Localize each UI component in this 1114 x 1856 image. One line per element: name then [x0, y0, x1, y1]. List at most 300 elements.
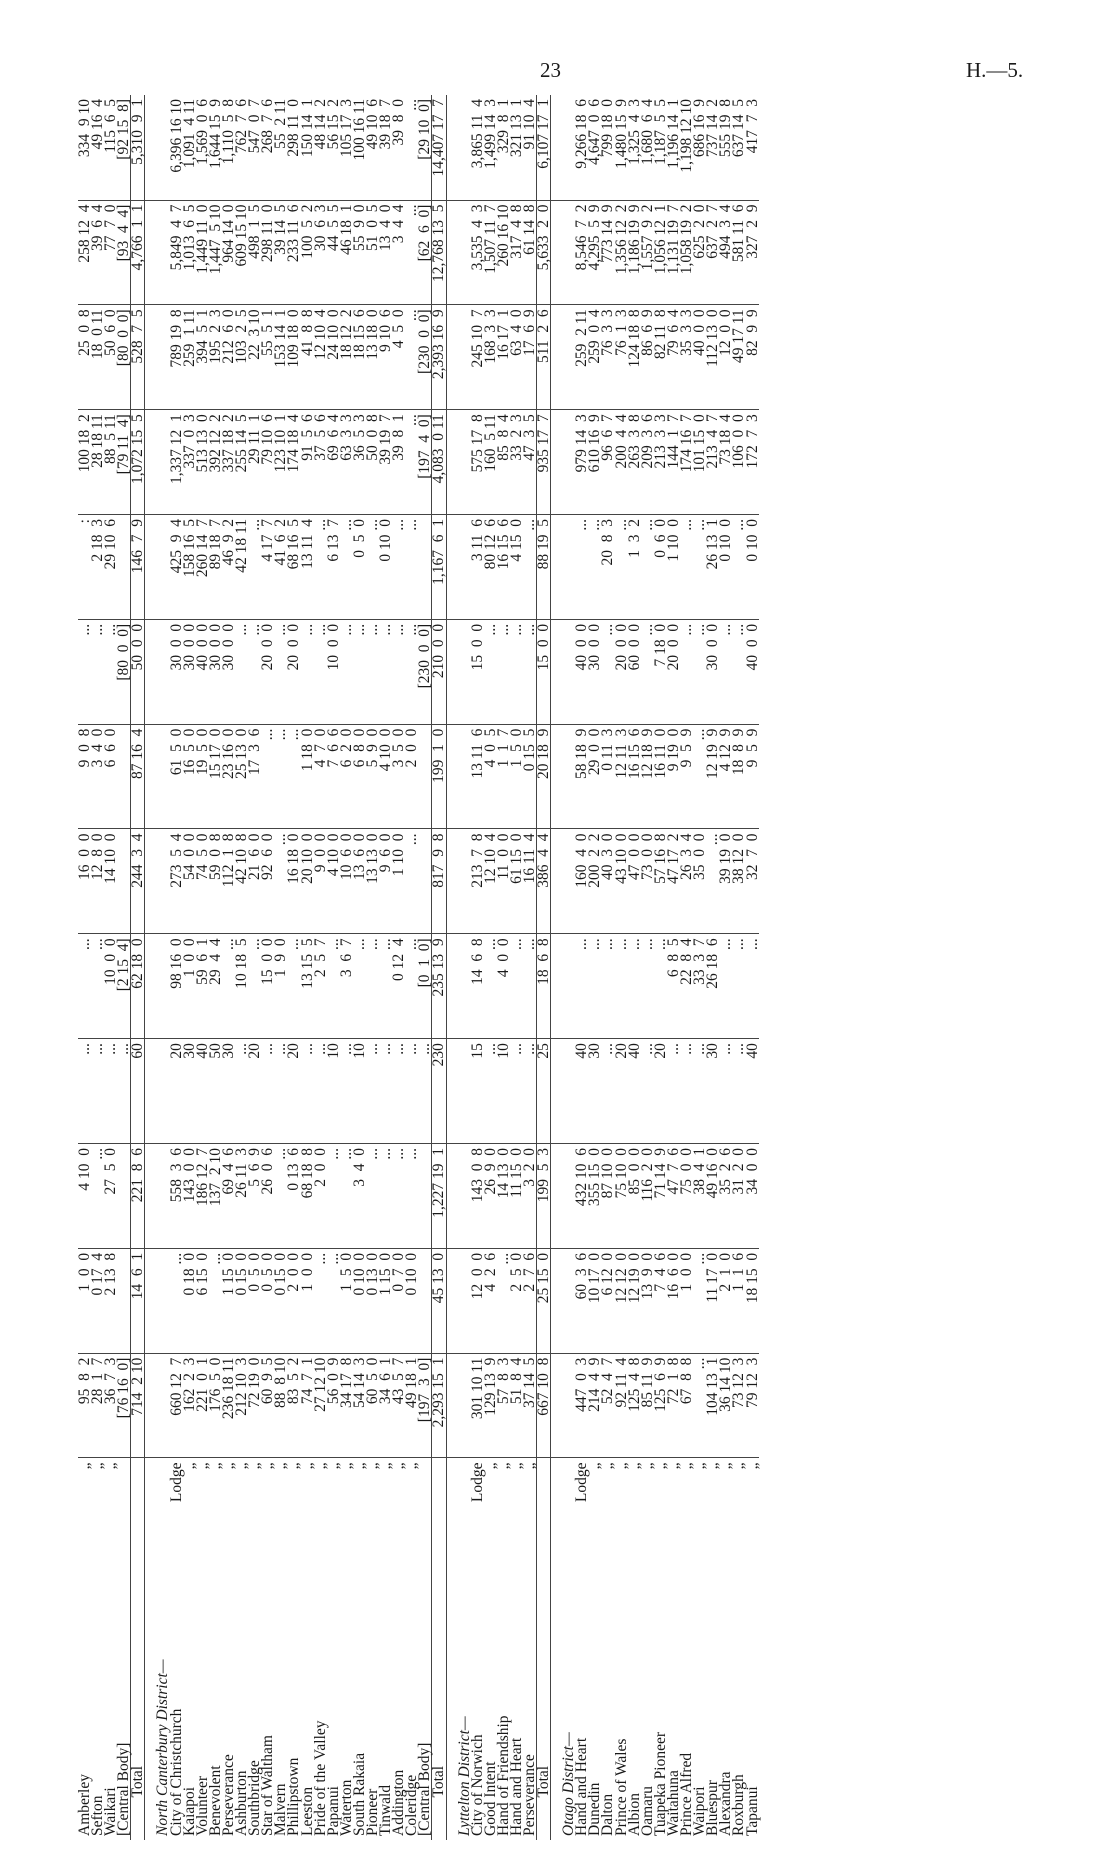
- amount-cell: 6,107 17 1: [537, 95, 551, 200]
- amount-cell: 11 15 0: [510, 1143, 523, 1248]
- row-label: [350, 1458, 368, 1840]
- amount-cell: [446, 95, 458, 200]
- amount-cell: 6,396 16 10: [170, 95, 183, 200]
- amount-cell: 317 4 8: [510, 200, 523, 305]
- amount-cell: 17 3 6: [248, 724, 261, 829]
- amount-cell: 13 15 5: [301, 934, 314, 1039]
- amount-cell: ...: [379, 934, 392, 1039]
- amount-cell: [551, 515, 563, 620]
- lodge-ditto-mark: „: [76, 1462, 93, 1470]
- row-label: [78, 1458, 91, 1840]
- amount-cell: 12 19 9: [706, 724, 719, 829]
- amount-cell: 8,546 7 2: [575, 200, 588, 305]
- amount-cell: 5,633 2 0: [537, 200, 551, 305]
- amount-cell: 298 11 0: [287, 95, 300, 200]
- amount-cell: 5 6 9: [248, 1143, 261, 1248]
- lodge-ditto-mark: „: [206, 1462, 224, 1470]
- amount-cell: 82 9 9: [746, 305, 759, 410]
- amount-cell: 259 2 11: [575, 305, 588, 410]
- amount-cell: 714 2 10: [131, 1353, 145, 1458]
- amount-cell: 4 12 9: [719, 724, 732, 829]
- amount-cell: 38 12 0: [732, 829, 745, 934]
- amount-cell: 9 10 6: [379, 305, 392, 410]
- amount-cell: ...: [366, 619, 379, 724]
- amount-cell: 35 3 3: [680, 305, 693, 410]
- amount-cell: 4,083 0 11: [432, 410, 446, 515]
- amount-cell: [446, 1143, 458, 1248]
- amount-cell: 60 5 0: [366, 1353, 379, 1458]
- amount-cell: [145, 934, 157, 1039]
- amount-cell: ...: [379, 1143, 392, 1248]
- amount-cell: 16 11 4: [523, 829, 537, 934]
- amount-cell: 394 5 1: [196, 305, 209, 410]
- amount-cell: [551, 1248, 563, 1353]
- amount-cell: 979 14 3: [575, 410, 588, 515]
- amount-cell: 0 5 0: [261, 1248, 274, 1353]
- amount-cell: 212 10 3: [235, 1353, 248, 1458]
- amount-cell: 4 2 6: [484, 1248, 497, 1353]
- amount-cell: 737 14 2: [706, 95, 719, 200]
- lodge-ditto-mark: „: [638, 1462, 656, 1470]
- amount-cell: 1,557 9 2: [641, 200, 654, 305]
- amount-cell: 17 6 9: [523, 305, 537, 410]
- amount-cell: 61 14 8: [523, 200, 537, 305]
- amount-cell: 60 3 6: [575, 1248, 588, 1353]
- amount-cell: 55 5 1: [261, 305, 274, 410]
- amount-cell: 260 16 10: [497, 200, 510, 305]
- lodge-ditto-mark: „: [363, 1462, 381, 1470]
- spacer-row: [145, 95, 157, 1840]
- amount-cell: 260 14 7: [196, 515, 209, 620]
- amount-cell: 73 18 4: [719, 410, 732, 515]
- amount-cell: 69 6 4: [327, 410, 340, 515]
- amount-cell: 1,187 5 5: [654, 95, 667, 200]
- amount-cell: 15: [471, 1039, 484, 1144]
- amount-cell: 56 0 9: [327, 1353, 340, 1458]
- amount-cell: 71 14 9: [654, 1143, 667, 1248]
- amount-cell: [145, 1143, 157, 1248]
- amount-cell: ...: [392, 619, 405, 724]
- amount-cell: 30: [706, 1039, 719, 1144]
- amount-cell: 50 0 8: [366, 410, 379, 515]
- amount-cell: 3 4 0: [91, 724, 104, 829]
- amount-cell: 355 15 0: [588, 1143, 601, 1248]
- amount-cell: ...: [732, 515, 745, 620]
- amount-cell: 27 12 10: [314, 1353, 327, 1458]
- amount-cell: 498 1 5: [248, 200, 261, 305]
- amount-cell: ...: [405, 200, 418, 305]
- amount-cell: 104 13 1: [706, 1353, 719, 1458]
- lodge-ditto-mark: „: [651, 1462, 669, 1470]
- amount-cell: ...: [484, 619, 497, 724]
- amount-cell: 40 0 0: [196, 619, 209, 724]
- amount-cell: ...: [405, 1039, 418, 1144]
- amount-cell: 75 10 0: [615, 1143, 628, 1248]
- amount-cell: 20: [615, 1039, 628, 1144]
- amount-cell: 85 11 9: [641, 1353, 654, 1458]
- lodge-name: Bluespur: [704, 1780, 722, 1836]
- amount-cell: 54 0 0: [183, 829, 196, 934]
- amount-cell: 26 0 6: [261, 1143, 274, 1248]
- amount-cell: 214 4 9: [588, 1353, 601, 1458]
- amount-cell: 3 11 6: [471, 515, 484, 620]
- amount-cell: [0 1 0]: [418, 934, 432, 1039]
- amount-cell: 86 6 9: [641, 305, 654, 410]
- amount-cell: ...: [287, 724, 300, 829]
- amount-cell: 18 12 2: [340, 305, 353, 410]
- amount-cell: 5,849 4 7: [170, 200, 183, 305]
- amount-cell: ...: [601, 1039, 614, 1144]
- amount-cell: 153 14 1: [274, 305, 287, 410]
- amount-cell: 13 6 0: [353, 829, 366, 934]
- district-heading: Otago District—: [560, 1732, 578, 1836]
- amount-cell: 6 12 0: [601, 1248, 614, 1353]
- amount-cell: 15 0 0: [261, 934, 274, 1039]
- lodge-name: Addington: [390, 1769, 408, 1836]
- amount-cell: 36 14 10: [719, 1353, 732, 1458]
- amount-cell: 18 8 9: [732, 724, 745, 829]
- amount-cell: 1 1 7: [497, 724, 510, 829]
- amount-cell: [551, 724, 563, 829]
- lodge-ditto-mark: „: [730, 1462, 748, 1470]
- amount-cell: ...: [719, 1039, 732, 1144]
- amount-cell: 0 10 0: [353, 1248, 366, 1353]
- amount-cell: 13 13 0: [366, 829, 379, 934]
- amount-cell: 329 8 1: [497, 95, 510, 200]
- amount-cell: 48 14 2: [314, 95, 327, 200]
- amount-cell: [446, 724, 458, 829]
- amount-cell: 1 10 0: [392, 829, 405, 934]
- amount-cell: 137 2 10: [209, 1143, 222, 1248]
- amount-cell: ...: [405, 95, 418, 200]
- amount-cell: [446, 1353, 458, 1458]
- amount-cell: ...: [340, 1143, 353, 1248]
- total-row: [537, 95, 551, 1840]
- amount-cell: 29 4 4: [209, 934, 222, 1039]
- amount-cell: [551, 829, 563, 934]
- amount-cell: 39 19 7: [379, 410, 392, 515]
- table-row: [588, 95, 601, 1840]
- amount-cell: 268 7 6: [261, 95, 274, 200]
- amount-cell: ...: [287, 934, 300, 1039]
- amount-cell: 160 5 11: [484, 410, 497, 515]
- amount-cell: 12 10 4: [314, 305, 327, 410]
- amount-cell: ...: [654, 934, 667, 1039]
- amount-cell: 35 2 6: [719, 1143, 732, 1248]
- amount-cell: 16 15 6: [497, 515, 510, 620]
- lodge-name: [Central Body]: [115, 1742, 133, 1836]
- amount-cell: 9 5 9: [680, 724, 693, 829]
- lodge-name: Kaiapoi: [180, 1786, 198, 1836]
- amount-cell: 150 14 1: [301, 95, 314, 200]
- amount-cell: 1 5 0: [340, 1248, 353, 1353]
- amount-cell: 1,058 19 2: [680, 200, 693, 305]
- lodge-ditto-mark: „: [272, 1462, 290, 1470]
- lodge-name: Tuapeka Pioneer: [651, 1731, 669, 1836]
- amount-cell: 40 0 0: [693, 305, 706, 410]
- amount-cell: 20 0 0: [615, 619, 628, 724]
- amount-cell: 1 15 0: [379, 1248, 392, 1353]
- amount-cell: 1 3 2: [628, 515, 641, 620]
- amount-cell: ...: [641, 619, 654, 724]
- lodge-name: Coleridge: [403, 1774, 421, 1836]
- amount-cell: 40: [196, 1039, 209, 1144]
- amount-cell: 494 3 4: [719, 200, 732, 305]
- amount-cell: [551, 1353, 563, 1458]
- lodge-name: Hand and Heart: [573, 1737, 591, 1836]
- amount-cell: 39 8 0: [392, 95, 405, 200]
- amount-cell: 112 1 8: [222, 829, 235, 934]
- amount-cell: ...: [510, 619, 523, 724]
- amount-cell: 55 9 0: [353, 200, 366, 305]
- amount-cell: ...: [392, 515, 405, 620]
- amount-cell: 176 5 0: [209, 1353, 222, 1458]
- amount-cell: 88 19 5: [537, 515, 551, 620]
- amount-cell: 14 10 0: [104, 829, 117, 934]
- amount-cell: ...: [497, 1248, 510, 1353]
- table-row: [746, 95, 759, 1840]
- amount-cell: 762 7 6: [235, 95, 248, 200]
- table-row: [601, 95, 614, 1840]
- amount-cell: ...: [588, 934, 601, 1039]
- lodge-name: Good Intent: [481, 1761, 499, 1836]
- amount-cell: [551, 95, 563, 200]
- amount-cell: 4,766 1 1: [131, 200, 145, 305]
- amount-cell: 10 17 0: [588, 1248, 601, 1353]
- amount-cell: 4 10 0: [379, 724, 392, 829]
- lodge-name: Waikari: [102, 1787, 120, 1836]
- amount-cell: ...: [405, 1143, 418, 1248]
- amount-cell: 29 0 0: [588, 724, 601, 829]
- amount-cell: 26 13 1: [706, 515, 719, 620]
- amount-cell: 79 12 3: [746, 1353, 759, 1458]
- lodge-name: Alexandra: [717, 1771, 735, 1836]
- amount-cell: 30 0 0: [222, 619, 235, 724]
- amount-cell: 1 1 6: [732, 1248, 745, 1353]
- amount-cell: 73 12 3: [732, 1353, 745, 1458]
- amount-cell: ...: [261, 1039, 274, 1144]
- amount-cell: 49 10 6: [366, 95, 379, 200]
- lodge-name: Waterton: [337, 1779, 355, 1836]
- amount-cell: 57 16 8: [654, 829, 667, 934]
- amount-cell: 20: [248, 1039, 261, 1144]
- amount-cell: [446, 829, 458, 934]
- lodge-ditto-mark: „: [324, 1462, 342, 1470]
- amount-cell: 4 0 0: [497, 934, 510, 1039]
- amount-cell: ...: [314, 1248, 327, 1353]
- amount-cell: ...: [353, 934, 366, 1039]
- amount-cell: 33 3 7: [693, 934, 706, 1039]
- amount-cell: 213 7 8: [471, 829, 484, 934]
- amount-cell: 2 18 3: [91, 515, 104, 620]
- amount-cell: 210 0 0: [432, 619, 446, 724]
- amount-cell: [230 0 0]: [418, 305, 432, 410]
- table-row: [392, 95, 405, 1840]
- amount-cell: 91 5 6: [301, 410, 314, 515]
- amount-cell: 2 7 6: [523, 1248, 537, 1353]
- lodge-ditto-mark: „: [586, 1462, 604, 1470]
- amount-cell: 33 2 3: [510, 410, 523, 515]
- amount-cell: 40: [628, 1039, 641, 1144]
- amount-cell: [145, 200, 157, 305]
- amount-cell: 55 2 11: [274, 95, 287, 200]
- amount-cell: 35 0 0: [693, 829, 706, 934]
- amount-cell: 27 5 0: [104, 1143, 117, 1248]
- lodge-ditto-mark: „: [481, 1462, 499, 1470]
- amount-cell: ...: [693, 619, 706, 724]
- amount-cell: 43 10 0: [615, 829, 628, 934]
- amount-cell: 575 17 8: [471, 410, 484, 515]
- amount-cell: 667 10 8: [537, 1353, 551, 1458]
- amount-cell: [446, 934, 458, 1039]
- amount-cell: 38 4 1: [693, 1143, 706, 1248]
- amount-cell: 10: [327, 1039, 340, 1144]
- row-label: [285, 1458, 303, 1840]
- amount-cell: 20 8 3: [601, 515, 614, 620]
- amount-cell: 528 7 5: [131, 305, 145, 410]
- amount-cell: 964 14 0: [222, 200, 235, 305]
- amount-cell: 660 12 7: [170, 1353, 183, 1458]
- amount-cell: 51 8 4: [510, 1353, 523, 1458]
- amount-cell: 43 5 7: [392, 1353, 405, 1458]
- lodge-ditto-mark: „: [664, 1462, 682, 1470]
- amount-cell: 51 0 5: [366, 200, 379, 305]
- amount-cell: 4 10 0: [327, 829, 340, 934]
- amount-cell: ...: [510, 934, 523, 1039]
- amount-cell: ...: [405, 619, 418, 724]
- amount-cell: 0 18 0: [183, 1248, 196, 1353]
- amount-cell: 52 4 7: [601, 1353, 614, 1458]
- lodge-ditto-mark: „: [350, 1462, 368, 1470]
- amount-cell: 1,131 19 7: [667, 200, 680, 305]
- amount-cell: 49 17 11: [732, 305, 745, 410]
- amount-cell: 143 0 0: [183, 1143, 196, 1248]
- amount-cell: ...: [575, 515, 588, 620]
- amount-cell: 2 5 0: [510, 1248, 523, 1353]
- amount-cell: 334 9 10: [78, 95, 91, 200]
- amount-cell: 20 18 9: [537, 724, 551, 829]
- amount-cell: ...: [235, 619, 248, 724]
- amount-cell: 12,768 13 5: [432, 200, 446, 305]
- amount-cell: 26 3 4: [680, 829, 693, 934]
- row-label: [612, 1458, 630, 1840]
- lodge-ditto-mark: „: [377, 1462, 395, 1470]
- amount-cell: 39 14 5: [274, 200, 287, 305]
- amount-cell: ...: [314, 1039, 327, 1144]
- lodge-ditto-mark: „: [219, 1462, 237, 1470]
- amount-cell: 49 16 0: [706, 1143, 719, 1248]
- amount-cell: 1 10 0: [667, 515, 680, 620]
- amount-cell: 259 0 4: [588, 305, 601, 410]
- amount-cell: 1 9 0: [274, 934, 287, 1039]
- amount-cell: 3 6 7: [340, 934, 353, 1039]
- amount-cell: 40 3 0: [601, 829, 614, 934]
- amount-cell: 16 15 6: [628, 724, 641, 829]
- amount-cell: 236 18 11: [222, 1353, 235, 1458]
- amount-cell: 30: [588, 1039, 601, 1144]
- amount-cell: ...: [601, 934, 614, 1039]
- amount-cell: ...: [746, 934, 759, 1039]
- amount-cell: 1,325 4 3: [628, 95, 641, 200]
- amount-cell: 799 18 0: [601, 95, 614, 200]
- amount-cell: 23 16 0: [222, 724, 235, 829]
- amount-cell: 1,356 12 2: [615, 200, 628, 305]
- amount-cell: 13 18 0: [366, 305, 379, 410]
- lodge-name: Perseverance: [219, 1754, 237, 1836]
- amount-cell: 513 13 0: [196, 410, 209, 515]
- amount-cell: 4 7 0: [314, 724, 327, 829]
- amount-cell: ...: [693, 515, 706, 620]
- amount-cell: 6 8 5: [667, 934, 680, 1039]
- amount-cell: ...: [510, 1039, 523, 1144]
- amount-cell: 16 0 0: [78, 829, 91, 934]
- amount-cell: [80 0 0]: [117, 305, 131, 410]
- amount-cell: 14,407 17 7: [432, 95, 446, 200]
- amount-cell: 160 4 0: [575, 829, 588, 934]
- amount-cell: 158 16 5: [183, 515, 196, 620]
- amount-cell: [551, 619, 563, 724]
- amount-cell: 5 9 0: [366, 724, 379, 829]
- amount-cell: [2 15 4]: [117, 934, 131, 1039]
- amount-cell: 1,449 11 0: [196, 200, 209, 305]
- amount-cell: [145, 724, 157, 829]
- amount-cell: 129 13 9: [484, 1353, 497, 1458]
- document-reference: H.—5.: [966, 58, 1024, 82]
- amount-cell: 20 10 0: [301, 829, 314, 934]
- amount-cell: [551, 1039, 563, 1144]
- lodge-ditto-mark: „: [285, 1462, 303, 1470]
- amount-cell: 50: [209, 1039, 222, 1144]
- amount-cell: 2 5 7: [314, 934, 327, 1039]
- amount-cell: 18 15 6: [353, 305, 366, 410]
- lodge-name: Prince of Wales: [612, 1738, 630, 1836]
- amount-cell: 298 11 0: [261, 200, 274, 305]
- amount-cell: [145, 829, 157, 934]
- amount-cell: ...: [523, 515, 537, 620]
- amount-cell: ...: [628, 934, 641, 1039]
- amount-cell: 213 4 7: [706, 410, 719, 515]
- amount-cell: 16 17 1: [497, 305, 510, 410]
- lodge-name: Tinwald: [377, 1784, 395, 1836]
- amount-cell: 10 0 0: [104, 934, 117, 1039]
- row-label: [311, 1458, 329, 1840]
- amount-cell: [145, 1039, 157, 1144]
- amount-cell: [145, 1248, 157, 1353]
- amount-cell: 392 12 2: [209, 410, 222, 515]
- lodge-ditto-mark: „: [390, 1462, 408, 1470]
- amount-cell: ...: [91, 1143, 104, 1248]
- amount-cell: 610 16 9: [588, 410, 601, 515]
- amount-cell: ...: [301, 1039, 314, 1144]
- amount-cell: 11 17 0: [706, 1248, 719, 1353]
- amount-cell: 773 14 9: [601, 200, 614, 305]
- amount-cell: 200 2 2: [588, 829, 601, 934]
- amount-cell: 200 4 4: [615, 410, 628, 515]
- amount-cell: 29 10 6: [104, 515, 117, 620]
- amount-cell: 558 3 6: [170, 1143, 183, 1248]
- amount-cell: 1,198 12 10: [680, 95, 693, 200]
- amount-cell: ...: [379, 1039, 392, 1144]
- amount-cell: 29 11 1: [248, 410, 261, 515]
- amount-cell: 40 0 0: [746, 619, 759, 724]
- amount-cell: 581 11 6: [732, 200, 745, 305]
- amount-cell: 9 19 0: [667, 724, 680, 829]
- amount-cell: [62 6 0]: [418, 200, 432, 305]
- amount-cell: 60: [131, 1039, 145, 1144]
- lodge-ditto-mark: „: [403, 1462, 421, 1470]
- amount-cell: 0 5 0: [353, 515, 366, 620]
- amount-cell: 31 2 0: [732, 1143, 745, 1248]
